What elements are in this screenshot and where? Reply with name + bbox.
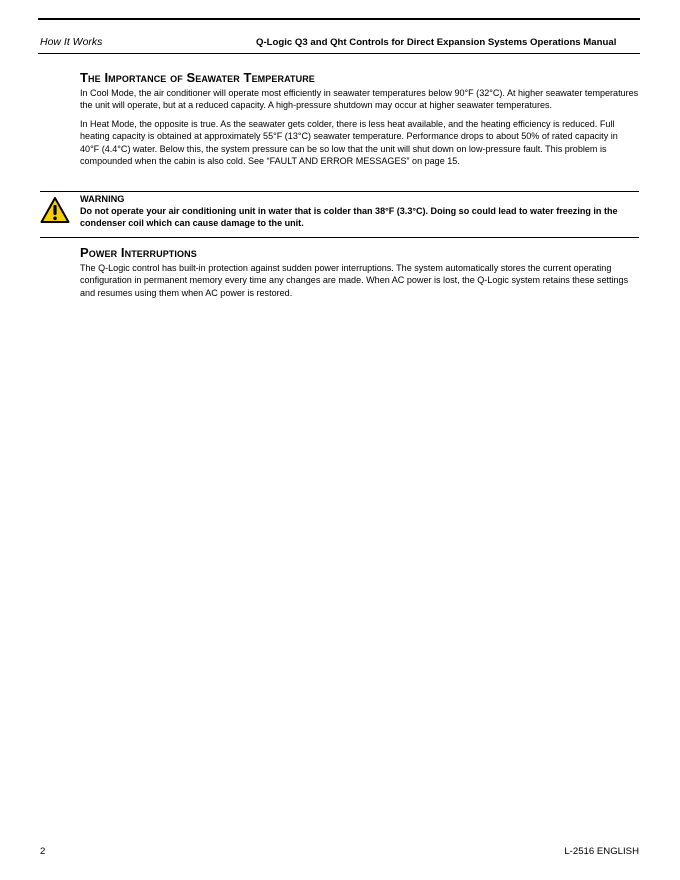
header-section-name: How It Works: [40, 36, 103, 48]
footer-document-id: L-2516 ENGLISH: [564, 846, 639, 857]
footer-page-number: 2: [40, 846, 46, 857]
paragraph-cool-mode: In Cool Mode, the air conditioner will operate most efficiently in seawater temperatures below 90°F (32°C). At higher seawater temperatures the unit will operate, but at a reduced capacity. A high-pressure shutdown may occur at higher seawater temperatures.: [80, 88, 639, 111]
warning-text: Do not operate your air conditioning unit in water that is colder than 38°F (3.3°C). Doing so could lead to water freezing in the condenser coil which can cause damage to the unit.: [80, 206, 618, 229]
header-rule: [38, 53, 640, 54]
section-heading: Power Interruptions: [80, 245, 197, 260]
warning-top-rule: [40, 191, 639, 192]
warning-block: [80, 193, 640, 230]
warning-bottom-rule: [40, 237, 639, 238]
paragraph-power-interruptions: The Q-Logic control has built-in protection against sudden power interruptions. The system automatically stores the current operating configuration in permanent memory every time any changes are made. When AC power is lost, the Q-Logic system retains these settings and resumes using them when AC power is restored.: [80, 263, 629, 298]
header-manual-title: Q-Logic Q3 and Qht Controls for Direct Expansion Systems Operations Manual: [256, 37, 617, 48]
section-heading: The Importance of Seawater Temperature: [80, 70, 315, 85]
paragraph-heat-mode: In Heat Mode, the opposite is true. As the seawater gets colder, there is less heat available, and the heating efficiency is reduced. Full heating capacity is obtained at approximately 55°F (13°C) seawater temperature. Performance drops to about 50% of rated capacity in 40°F (4.4°C) water. Below this, the system pressure can be so low that the unit will shut down on low-pressure fault. This problem is compounded when the cabin is also cold. See “FAULT AND ERROR MESSAGES” on page 15.: [80, 118, 618, 167]
section-power-interruptions: [80, 246, 639, 299]
warning-triangle-icon: [40, 196, 70, 224]
top-rule: [38, 18, 640, 20]
warning-label: WARNING: [80, 194, 125, 204]
section-seawater-temperature: [80, 71, 639, 167]
